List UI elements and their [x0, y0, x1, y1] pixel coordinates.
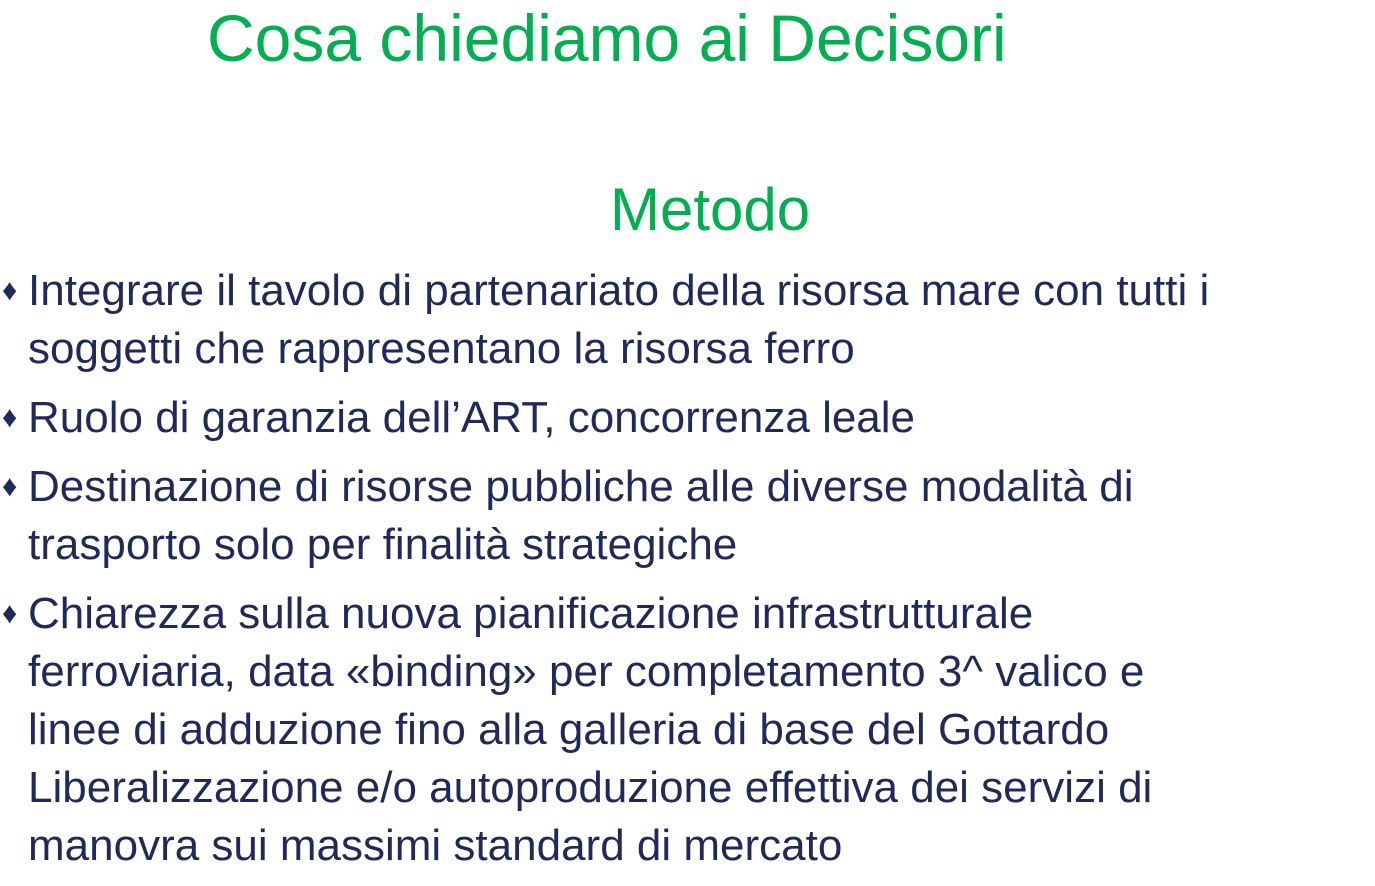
diamond-icon: ♦ [2, 401, 18, 434]
bullet-item-pianificazione [0, 585, 1375, 875]
bullet-line: Liberalizzazione e/o autoproduzione effettiva dei servizi di [28, 763, 1153, 812]
bullet-item-partenariato [0, 262, 1375, 378]
diamond-icon: ♦ [2, 470, 18, 503]
bullet-item-risorse [0, 458, 1375, 574]
bullet-line: ferroviaria, data «binding» per completamento 3^ valico e [28, 647, 1145, 696]
slide-subtitle: Metodo [610, 176, 811, 243]
bullet-line: manovra sui massimi standard di mercato [28, 821, 843, 870]
bullet-line: linee di adduzione fino alla galleria di base del Gottardo [28, 705, 1110, 754]
bullet-line: Ruolo di garanzia dell’ART, concorrenza leale [28, 393, 916, 442]
bullet-line: trasporto solo per finalità strategiche [28, 520, 738, 569]
slide-title: Cosa chiediamo ai Decisori [207, 1, 1007, 75]
bullet-item-art [0, 389, 1375, 447]
diamond-icon: ♦ [2, 274, 18, 307]
bullet-line: soggetti che rappresentano la risorsa ferro [28, 324, 855, 373]
bullet-line: Integrare il tavolo di partenariato della risorsa mare con tutti i [28, 266, 1210, 315]
bullet-line: Destinazione di risorse pubbliche alle diverse modalità di [28, 462, 1134, 511]
diamond-icon: ♦ [2, 597, 18, 630]
bullet-line: Chiarezza sulla nuova pianificazione infrastrutturale [28, 589, 1034, 638]
bullet-list [0, 262, 1375, 886]
